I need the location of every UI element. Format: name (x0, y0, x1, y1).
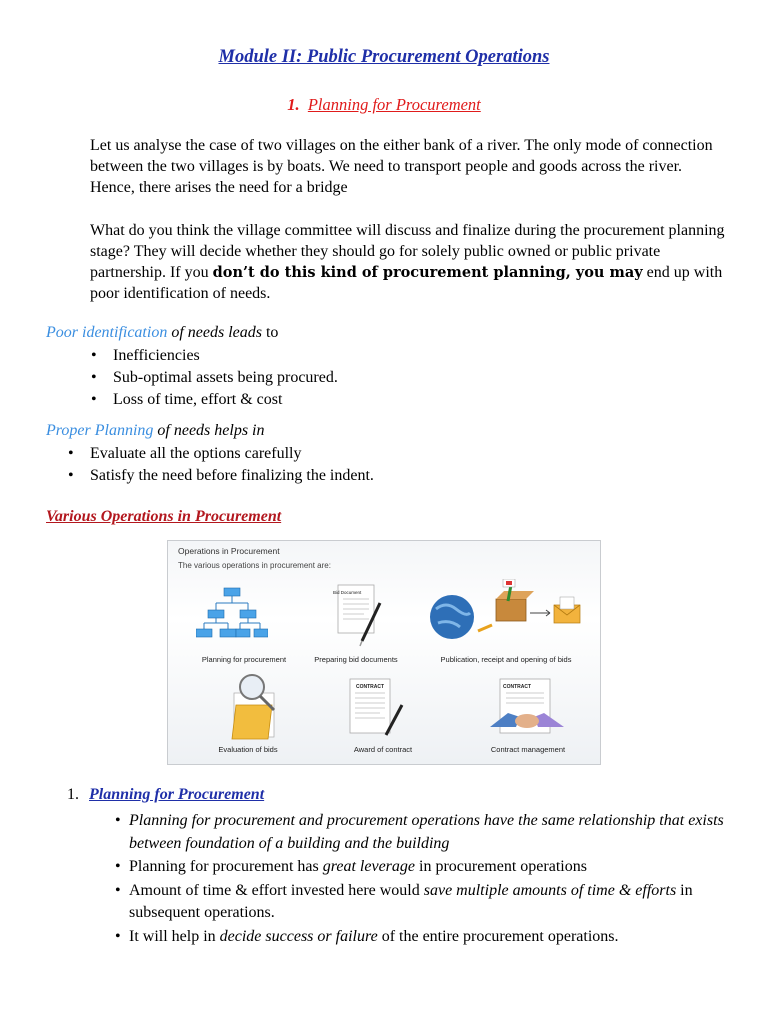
proper-planning-list (68, 443, 374, 487)
bullet-2-italic: great leverage (322, 858, 415, 875)
planning-subsection-heading (67, 786, 264, 804)
figure-item-management: Contract management (490, 745, 566, 754)
section-heading (0, 95, 768, 115)
list-item (115, 880, 735, 925)
paragraph-committee-end: end up with poor identification of needs. (90, 264, 723, 302)
list-item (115, 856, 735, 879)
figure-title: Operations in Procurement (178, 546, 280, 556)
poor-identification-heading (46, 324, 278, 342)
paragraph-villages: Let us analyse the case of two villages on the either bank of a river. The only mode of connection between the two villages is by boats. We need to transport people and goods across the river. Hence, there arises the need for a bridge (90, 137, 713, 196)
publication-icon (426, 579, 586, 649)
various-operations-heading: Various Operations in Procurement (46, 508, 282, 525)
evaluation-icon (228, 671, 288, 741)
figure-subtitle: The various operations in procurement are: (178, 561, 331, 570)
contract-label: CONTRACT (355, 684, 385, 690)
list-item: • Evaluate all the options carefully (68, 443, 374, 465)
bullet-3-end: in subsequent operations. (129, 881, 693, 921)
list-item: • Sub-optimal assets being procured. (91, 367, 338, 389)
section-number: 1. (287, 95, 300, 114)
org-chart-icon (196, 585, 268, 645)
proper-planning-heading (46, 422, 265, 440)
poor-italic: of needs leads (171, 324, 262, 341)
bullet-1-text: Planning for procurement and procurement operations have the same relationship that exists between foundation of a building and the building (129, 812, 724, 852)
paragraph-committee-start: What do you think the village committee will discuss and finalize during the procurement planning stage? They will decide whether they should go for solely public owned or public private partnership. If you (90, 222, 725, 281)
poor-rest: to (265, 324, 279, 341)
bullet-2-start: Planning for procurement has (129, 858, 323, 875)
list-item: • Loss of time, effort & cost (91, 389, 338, 411)
bullet-3-start: Amount of time & effort invested here would (129, 881, 424, 899)
subsection-title: Planning for Procurement (89, 786, 265, 803)
list-item (115, 926, 735, 949)
proper-highlight: Proper Planning (46, 422, 154, 439)
figure-item-evaluation: Evaluation of bids (218, 745, 278, 754)
figure-item-preparing: Preparing bid documents (314, 655, 398, 664)
section-title: Planning for Procurement (307, 95, 481, 114)
figure-item-award: Award of contract (353, 745, 413, 754)
list-item: • Satisfy the need before finalizing the indent. (68, 465, 374, 487)
bullet-4-italic: decide success or failure (219, 927, 378, 945)
poor-identification-list (91, 345, 338, 411)
bullet-2-end: in procurement operations (415, 858, 587, 875)
contract-label-2: CONTRACT (502, 684, 532, 690)
list-item: • Inefficiencies (91, 345, 338, 367)
bullet-4-start: It will help in (129, 927, 220, 945)
bid-document-label: Bid Document (333, 590, 362, 595)
planning-subsection-list (115, 810, 735, 949)
bullet-4-end: of the entire procurement operations. (377, 927, 619, 945)
paragraph-committee-bold: don’t do this kind of procurement planning, you may (212, 264, 643, 281)
list-item (115, 810, 735, 855)
page-title: Module II: Public Procurement Operations (218, 47, 550, 67)
paragraph-committee (90, 220, 730, 304)
bullet-3-italic: save multiple amounts of time & efforts (423, 881, 677, 899)
poor-highlight: Poor identification (46, 324, 168, 341)
proper-italic: of needs helps in (157, 422, 265, 439)
subsection-number: 1. (67, 786, 79, 803)
operations-figure (167, 540, 601, 765)
figure-item-publication: Publication, receipt and opening of bids (440, 655, 572, 664)
figure-item-planning: Planning for procurement (201, 655, 287, 664)
